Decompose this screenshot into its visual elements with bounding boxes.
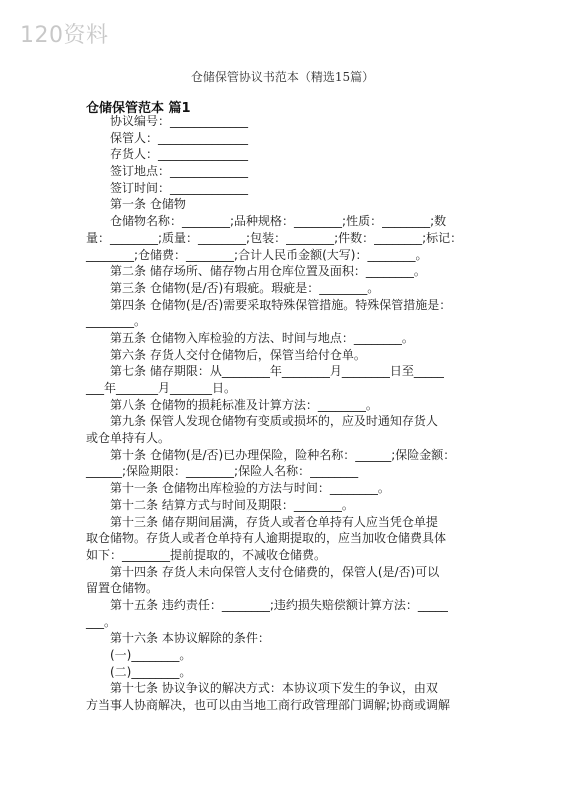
section-heading: 仓储保管范本 篇1 [86, 101, 191, 116]
body-line: 第四条 仓储物(是/否)需要采取特殊保管措施。特殊保管措施是： [110, 297, 452, 312]
body-line: 第五条 仓储物入库检验的方法、时间与地点：________。 [110, 330, 414, 345]
body-line: 第六条 存货人交付仓储物后，保管当给付仓单。 [110, 347, 366, 362]
body-line: ______;保险期限：________;保险人名称：________ [86, 464, 359, 479]
watermark: 120资料 [20, 23, 109, 48]
body-line: 第十七条 协议争议的解决方式：本协议项下发生的争议，由双 [110, 681, 438, 696]
body-line: ___。 [86, 614, 117, 629]
body-line: 第三条 仓储物(是/否)有瑕疵。瑕疵是：________。 [110, 280, 380, 295]
body-line: 存货人：_______________ [110, 147, 249, 162]
body-line: 签订时间：_____________ [110, 180, 249, 195]
body-line: 第八条 仓储物的损耗标准及计算方法：________。 [110, 397, 378, 412]
body-line: ________;仓储费：________;合计人民币金额(大写)：________。 [86, 247, 428, 262]
body-line: 方当事人协商解决，也可以由当地工商行政管理部门调解;协商或调解 [86, 698, 451, 713]
body-line: 第十一条 仓储物出库检验的方法与时间：________。 [110, 481, 390, 496]
body-line: 第九条 保管人发现仓储物有变质或损坏的，应及时通知存货人 [110, 414, 438, 429]
body-line: 保管人：_______________ [110, 130, 249, 145]
body-line: 第十五条 违约责任：________;违约损失赔偿额计算方法：_____ [110, 597, 448, 612]
body-line: 或仓单持有人。 [86, 431, 171, 446]
body-line: ___年_______月_______日。 [86, 381, 237, 395]
body-line: (二)________。 [110, 664, 192, 679]
body-line: 协议编号：_____________ [110, 114, 249, 128]
body-line: 第十四条 存货人未向保管人支付仓储费的，保管人(是/否)可以 [110, 564, 440, 579]
body-line: 第十二条 结算方式与时间及期限：________。 [110, 497, 354, 512]
body-line: 签订地点：_____________ [110, 164, 249, 179]
body-line: 第七条 储存期限：从________年________月________日至_____ [110, 364, 444, 379]
document-title: 仓储保管协议书范本（精选15篇） [190, 70, 375, 84]
body-line: 第一条 仓储物 [110, 197, 186, 212]
body-line: 如下：________提前提取的，不减收仓储费。 [86, 547, 327, 562]
body-line: 第十条 仓储物(是/否)已办理保险，险种名称：______;保险金额： [110, 447, 456, 462]
body-line: 留置仓储物。 [86, 581, 159, 596]
document-body [86, 113, 486, 714]
body-line: 量：________;质量：________;包装：________;件数：________;标记： [86, 230, 463, 245]
body-line: 第十三条 储存期间届满，存货人或者仓单持有人应当凭仓单提 [110, 514, 438, 529]
body-line: 仓储物名称：________;品种规格：________;性质：________;数 [110, 214, 447, 229]
body-line: ________。 [86, 314, 147, 329]
body-line: 取仓储物。存货人或者仓单持有人逾期提取的，应当加收仓储费具体 [86, 531, 447, 546]
body-line: 第十六条 本协议解除的条件： [110, 631, 270, 646]
body-line: 第二条 储存场所、储存物占用仓库位置及面积：________。 [110, 264, 426, 279]
body-line: (一)________。 [110, 648, 192, 662]
